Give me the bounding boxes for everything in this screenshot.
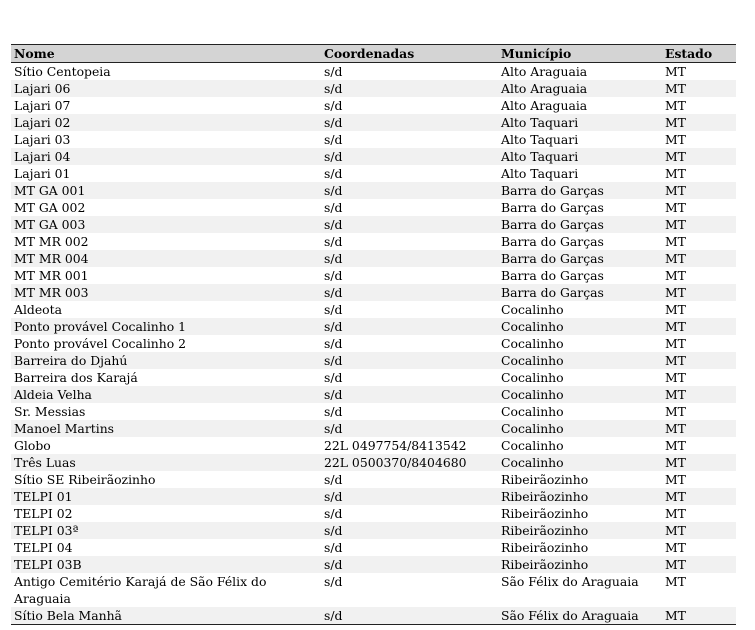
cell-coordenadas: s/d	[324, 234, 343, 249]
cell-nome: Lajari 07	[14, 98, 71, 113]
cell-estado: MT	[665, 455, 686, 470]
cell-coordenadas: s/d	[324, 421, 343, 436]
cell-nome: Aldeota	[14, 302, 63, 317]
table-row	[11, 131, 736, 148]
table-row	[11, 556, 736, 573]
cell-nome: MT MR 002	[14, 234, 89, 249]
cell-coordenadas: s/d	[324, 370, 343, 385]
sites-table-container	[11, 44, 736, 625]
cell-municipio: São Félix do Araguaia	[501, 608, 639, 623]
cell-municipio: Barra do Garças	[501, 268, 604, 283]
cell-nome: Lajari 06	[14, 81, 71, 96]
cell-nome: Lajari 04	[14, 149, 71, 164]
cell-nome: Sr. Messias	[14, 404, 86, 419]
cell-nome: Ponto provável Cocalinho 1	[14, 319, 187, 334]
cell-nome: Globo	[14, 438, 51, 453]
cell-municipio: Alto Araguaia	[501, 81, 588, 96]
table-row	[11, 573, 736, 607]
cell-nome: MT GA 002	[14, 200, 86, 215]
table-row	[11, 63, 736, 81]
cell-coordenadas: s/d	[324, 115, 343, 130]
cell-municipio: Ribeirãozinho	[501, 540, 589, 555]
cell-coordenadas: s/d	[324, 64, 343, 79]
table-row	[11, 233, 736, 250]
table-row	[11, 488, 736, 505]
cell-municipio: Barra do Garças	[501, 200, 604, 215]
cell-nome: Lajari 02	[14, 115, 71, 130]
cell-nome: Barreira dos Karajá	[14, 370, 138, 385]
cell-municipio: Alto Araguaia	[501, 64, 588, 79]
cell-municipio: Ribeirãozinho	[501, 506, 589, 521]
cell-nome: Lajari 01	[14, 166, 71, 181]
cell-coordenadas: s/d	[324, 557, 343, 572]
table-row	[11, 437, 736, 454]
column-header-municipio: Município	[501, 46, 572, 61]
cell-coordenadas: s/d	[324, 574, 343, 589]
cell-municipio: Barra do Garças	[501, 217, 604, 232]
table-row	[11, 80, 736, 97]
cell-estado: MT	[665, 64, 686, 79]
cell-estado: MT	[665, 217, 686, 232]
cell-municipio: Barra do Garças	[501, 234, 604, 249]
cell-municipio: Cocalinho	[501, 455, 564, 470]
table-row	[11, 522, 736, 539]
cell-municipio: Cocalinho	[501, 404, 564, 419]
cell-municipio: Alto Taquari	[501, 115, 579, 130]
cell-municipio: Cocalinho	[501, 421, 564, 436]
cell-estado: MT	[665, 149, 686, 164]
cell-estado: MT	[665, 608, 686, 623]
cell-municipio: Barra do Garças	[501, 285, 604, 300]
cell-nome: Sítio Centopeia	[14, 64, 111, 79]
cell-municipio: Barra do Garças	[501, 183, 604, 198]
cell-estado: MT	[665, 319, 686, 334]
cell-estado: MT	[665, 353, 686, 368]
cell-estado: MT	[665, 370, 686, 385]
cell-estado: MT	[665, 472, 686, 487]
header-row	[11, 45, 736, 63]
table-row	[11, 165, 736, 182]
cell-nome: Ponto provável Cocalinho 2	[14, 336, 187, 351]
table-row	[11, 284, 736, 301]
cell-estado: MT	[665, 421, 686, 436]
cell-estado: MT	[665, 115, 686, 130]
cell-estado: MT	[665, 557, 686, 572]
cell-estado: MT	[665, 387, 686, 402]
table-row	[11, 471, 736, 488]
cell-coordenadas: s/d	[324, 81, 343, 96]
table-row	[11, 250, 736, 267]
cell-coordenadas: s/d	[324, 251, 343, 266]
table-row	[11, 403, 736, 420]
table-row	[11, 369, 736, 386]
cell-coordenadas: s/d	[324, 217, 343, 232]
cell-coordenadas: s/d	[324, 353, 343, 368]
cell-nome: MT MR 003	[14, 285, 89, 300]
cell-coordenadas: s/d	[324, 336, 343, 351]
cell-nome: MT MR 004	[14, 251, 89, 266]
column-header-estado: Estado	[665, 46, 713, 61]
table-body	[11, 63, 736, 625]
cell-nome: TELPI 03ª	[14, 523, 79, 538]
cell-coordenadas: s/d	[324, 285, 343, 300]
cell-coordenadas: s/d	[324, 166, 343, 181]
cell-nome: TELPI 02	[14, 506, 73, 521]
cell-municipio: Cocalinho	[501, 353, 564, 368]
cell-nome: Antigo Cemitério Karajá de São Félix do Araguaia	[14, 574, 267, 606]
cell-nome: TELPI 04	[14, 540, 73, 555]
cell-nome: TELPI 01	[14, 489, 73, 504]
cell-municipio: Cocalinho	[501, 370, 564, 385]
cell-coordenadas: s/d	[324, 268, 343, 283]
table-row	[11, 318, 736, 335]
cell-nome: Manoel Martins	[14, 421, 115, 436]
cell-estado: MT	[665, 98, 686, 113]
cell-estado: MT	[665, 302, 686, 317]
cell-municipio: Ribeirãozinho	[501, 523, 589, 538]
cell-nome: MT GA 001	[14, 183, 86, 198]
sites-table	[11, 44, 736, 625]
cell-coordenadas: s/d	[324, 149, 343, 164]
cell-estado: MT	[665, 81, 686, 96]
cell-coordenadas: s/d	[324, 540, 343, 555]
cell-estado: MT	[665, 336, 686, 351]
cell-municipio: Ribeirãozinho	[501, 472, 589, 487]
cell-estado: MT	[665, 523, 686, 538]
table-row	[11, 97, 736, 114]
cell-estado: MT	[665, 200, 686, 215]
cell-municipio: Ribeirãozinho	[501, 489, 589, 504]
cell-estado: MT	[665, 132, 686, 147]
table-row	[11, 267, 736, 284]
cell-municipio: Cocalinho	[501, 319, 564, 334]
cell-municipio: São Félix do Araguaia	[501, 574, 639, 589]
cell-coordenadas: s/d	[324, 472, 343, 487]
cell-estado: MT	[665, 234, 686, 249]
cell-estado: MT	[665, 438, 686, 453]
cell-municipio: Alto Araguaia	[501, 98, 588, 113]
cell-municipio: Cocalinho	[501, 336, 564, 351]
table-row	[11, 352, 736, 369]
cell-nome: Barreira do Djahú	[14, 353, 128, 368]
cell-coordenadas: s/d	[324, 132, 343, 147]
table-row	[11, 335, 736, 352]
cell-coordenadas: s/d	[324, 98, 343, 113]
cell-municipio: Cocalinho	[501, 438, 564, 453]
table-row	[11, 539, 736, 556]
column-header-nome: Nome	[14, 46, 55, 61]
table-row	[11, 182, 736, 199]
cell-coordenadas: s/d	[324, 506, 343, 521]
cell-estado: MT	[665, 183, 686, 198]
cell-coordenadas: s/d	[324, 200, 343, 215]
table-row	[11, 607, 736, 625]
cell-estado: MT	[665, 540, 686, 555]
cell-coordenadas: s/d	[324, 302, 343, 317]
table-row	[11, 420, 736, 437]
cell-nome: Três Luas	[14, 455, 76, 470]
cell-estado: MT	[665, 251, 686, 266]
cell-nome: Aldeia Velha	[14, 387, 92, 402]
cell-nome: MT GA 003	[14, 217, 86, 232]
table-row	[11, 454, 736, 471]
cell-municipio: Alto Taquari	[501, 149, 579, 164]
cell-nome: Sítio SE Ribeirãozinho	[14, 472, 156, 487]
table-row	[11, 505, 736, 522]
cell-coordenadas: 22L 0500370/8404680	[324, 455, 467, 470]
cell-municipio: Ribeirãozinho	[501, 557, 589, 572]
cell-estado: MT	[665, 574, 686, 589]
table-row	[11, 386, 736, 403]
cell-coordenadas: s/d	[324, 387, 343, 402]
cell-municipio: Alto Taquari	[501, 166, 579, 181]
table-row	[11, 114, 736, 131]
cell-coordenadas: s/d	[324, 608, 343, 623]
cell-coordenadas: s/d	[324, 319, 343, 334]
cell-nome: Sítio Bela Manhã	[14, 608, 122, 623]
table-row	[11, 216, 736, 233]
cell-estado: MT	[665, 489, 686, 504]
cell-nome: TELPI 03B	[14, 557, 82, 572]
cell-coordenadas: s/d	[324, 523, 343, 538]
cell-coordenadas: s/d	[324, 404, 343, 419]
cell-coordenadas: s/d	[324, 183, 343, 198]
cell-nome: MT MR 001	[14, 268, 89, 283]
table-row	[11, 148, 736, 165]
cell-coordenadas: s/d	[324, 489, 343, 504]
table-row	[11, 301, 736, 318]
cell-estado: MT	[665, 268, 686, 283]
cell-municipio: Cocalinho	[501, 302, 564, 317]
cell-municipio: Barra do Garças	[501, 251, 604, 266]
cell-nome: Lajari 03	[14, 132, 71, 147]
cell-municipio: Cocalinho	[501, 387, 564, 402]
table-row	[11, 199, 736, 216]
cell-municipio: Alto Taquari	[501, 132, 579, 147]
table-header	[11, 45, 736, 63]
cell-estado: MT	[665, 166, 686, 181]
cell-estado: MT	[665, 506, 686, 521]
cell-estado: MT	[665, 404, 686, 419]
cell-coordenadas: 22L 0497754/8413542	[324, 438, 467, 453]
column-header-coordenadas: Coordenadas	[324, 46, 415, 61]
cell-estado: MT	[665, 285, 686, 300]
